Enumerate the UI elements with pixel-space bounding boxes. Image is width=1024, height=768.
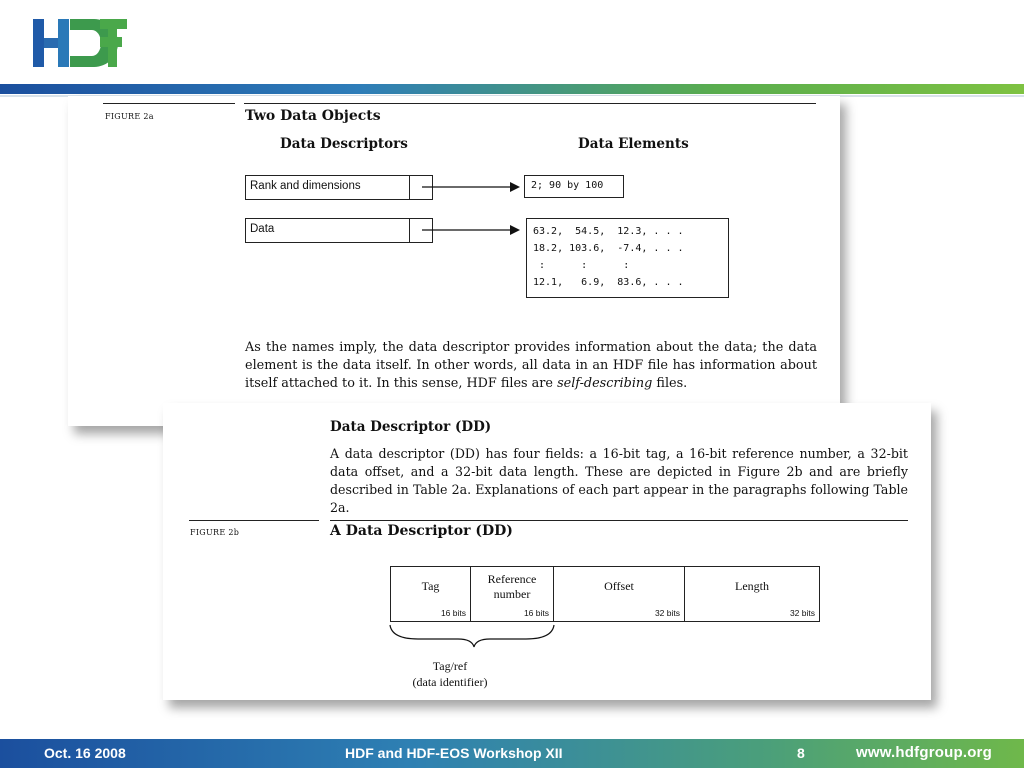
- paragraph-italic: self-describing: [557, 376, 653, 391]
- data-row: 18.2, 103.6, -7.4, . . .: [533, 243, 684, 254]
- dd-fields-table: [390, 566, 820, 622]
- figure-2b-label: FIGURE 2b: [190, 528, 240, 537]
- dd-field-bits: 16 bits: [440, 608, 466, 618]
- figure-2b-title: A Data Descriptor (DD): [330, 523, 513, 539]
- descriptor-label: Data: [250, 223, 275, 235]
- header-gradient-rule: [0, 84, 1024, 94]
- figure-2a-page: [68, 96, 840, 426]
- footer-event: HDF and HDF-EOS Workshop XII: [345, 745, 563, 761]
- dd-field-reference: [471, 567, 554, 621]
- dd-field-bits: 16 bits: [523, 608, 549, 618]
- paragraph-text: As the names imply, the data descriptor provides information about the data; the data element is the data itself. In other words, all data in an HDF file has information about itself attached to it. In this sense, HDF files are: [245, 340, 817, 391]
- footer-url: www.hdfgroup.org: [856, 744, 992, 761]
- figure-label-rule: [189, 520, 319, 521]
- figure-2a-paragraph: [245, 339, 817, 393]
- caption-line: Tag/ref: [432, 659, 468, 673]
- data-element-rank: 2; 90 by 100: [524, 175, 624, 198]
- slide-footer: [0, 739, 1024, 768]
- dd-field-length: [685, 567, 819, 621]
- tag-ref-caption: [395, 658, 505, 690]
- descriptor-label: Rank and dimensions: [250, 180, 361, 192]
- data-row: : : :: [533, 260, 630, 271]
- paragraph-text-end: files.: [652, 376, 688, 391]
- arrow-right-icon: [422, 221, 522, 239]
- data-descriptors-heading: Data Descriptors: [280, 136, 408, 152]
- data-element-values: [526, 218, 729, 298]
- figure-2a-label: FIGURE 2a: [105, 112, 154, 121]
- dd-field-tag: [391, 567, 471, 621]
- arrow-right-icon: [422, 178, 522, 196]
- descriptor-box-data: [245, 218, 433, 243]
- dd-section-title: Data Descriptor (DD): [330, 419, 492, 435]
- figure-title-rule: [244, 103, 816, 104]
- dd-field-name: Tag: [421, 579, 440, 593]
- dd-field-offset: [554, 567, 685, 621]
- figure-label-rule: [103, 103, 235, 104]
- figure-title-rule: [330, 520, 908, 521]
- data-row: 12.1, 6.9, 83.6, . . .: [533, 277, 684, 288]
- dd-field-name-line2: number: [493, 587, 531, 601]
- footer-date: Oct. 16 2008: [44, 745, 126, 761]
- data-row: 63.2, 54.5, 12.3, . . .: [533, 226, 684, 237]
- dd-field-bits: 32 bits: [789, 608, 815, 618]
- dd-field-name: Length: [735, 579, 769, 593]
- dd-field-name: Offset: [604, 579, 634, 593]
- figure-2b-page: [163, 403, 931, 700]
- descriptor-box-rank: [245, 175, 433, 200]
- footer-page-number: 8: [797, 745, 805, 761]
- dd-field-name: [471, 572, 553, 602]
- data-elements-heading: Data Elements: [578, 136, 689, 152]
- dd-field-name-line1: Reference: [487, 572, 537, 586]
- dd-section-body: A data descriptor (DD) has four fields: a 16-bit tag, a 16-bit reference number, a 32-bit data offset, and a 32-bit data length. These are depicted in Figure 2b and are briefly described in Table 2a. Explanations of each part appear in the paragraphs following Table 2a.: [330, 446, 908, 515]
- hdf-logo: [30, 14, 130, 74]
- figure-2a-title: Two Data Objects: [245, 108, 381, 124]
- curly-brace-icon: [388, 623, 556, 649]
- dd-field-bits: 32 bits: [654, 608, 680, 618]
- caption-line: (data identifier): [412, 675, 488, 689]
